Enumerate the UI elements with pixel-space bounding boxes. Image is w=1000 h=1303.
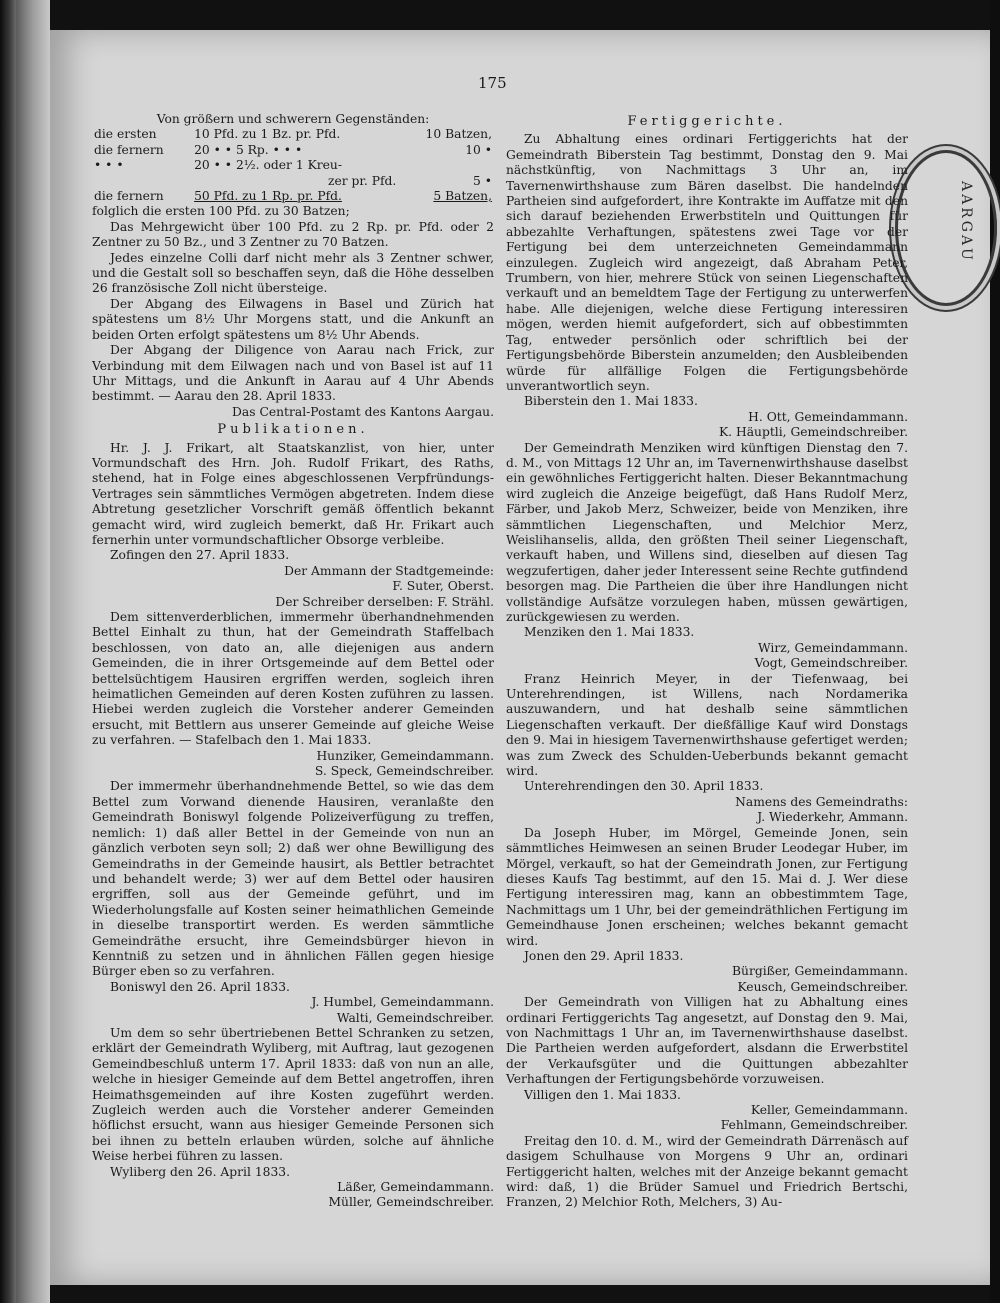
postal-rates-table (92, 127, 494, 204)
signature: Namens des Gemeindraths: (735, 794, 908, 809)
table-cell: 20 • • 2½. oder 1 Kreu- (194, 158, 342, 173)
paragraph: Der Abgang des Eilwagens in Basel und Zürich hat spätestens um 8½ Uhr Morgens statt, und die Ankunft an beiden Orten erfolgt spätestens um 8½ Uhr Abends. (92, 296, 494, 342)
table-row (92, 143, 494, 158)
book-edge-left (0, 0, 16, 1303)
signature: Keller, Gemeindammann. (750, 1103, 908, 1117)
paragraph: Franz Heinrich Meyer, in der Tiefenwaag, bei Unterehrendingen, ist Willens, nach Nordamerika auszuwandern, und hat deshalb seine sämmtlichen Liegenschaften verkauft. Der dießfällige Kauf wird Donstags den 9. Mai in hiesigem Tavernenwirthshause gefertiget werden; was zum Zweck des Schulden-Ueberbunds bekannt gemacht wird. (506, 671, 908, 779)
table-cell: 20 • • 5 Rp. • • • (194, 142, 303, 157)
signature: Bürgißer, Gemeindammann. (732, 964, 908, 979)
signature: Vogt, Gemeindschreiber. (754, 656, 908, 671)
table-cell: 50 Pfd. zu 1 Rp. pr. Pfd. (194, 189, 342, 204)
table-cell: 5 • (473, 173, 492, 188)
table-cell: • • • (94, 158, 124, 173)
signature: Hunziker, Gemeindammann. (316, 748, 494, 763)
paragraph: Der Abgang der Diligence von Aarau nach Frick, zur Verbindung mit dem Eilwagen nach und von Basel ist auf 11 Uhr Mittags, und die Ankunft in Aarau auf 4 Uhr Abends bestimmt. — Aarau den 28. April 1833. (92, 343, 494, 404)
signature: Fehlmann, Gemeindschreiber. (720, 1118, 908, 1133)
signature: H. Ott, Gemeindammann. (748, 409, 908, 424)
signature: Der Ammann der Stadtgemeinde: (284, 563, 494, 578)
postal-rates-intro: Von größern und schwerern Gegenständen: (156, 112, 430, 126)
table-row (92, 127, 494, 142)
table-cell (398, 158, 494, 173)
table-cell: die fernern (94, 142, 164, 157)
paragraph: Das Mehrgewicht über 100 Pfd. zu 2 Rp. pr. Pfd. oder 2 Zentner zu 50 Bz., und 3 Zentner zu 70 Batzen. (92, 219, 494, 250)
dateline: Unterehrendingen den 30. April 1833. (524, 779, 764, 794)
table-row (92, 158, 494, 173)
paragraph: Der Gemeindrath Menziken wird künftigen Dienstag den 7. d. M., von Mittags 12 Uhr an, im Tavernenwirthshause daselbst ein gewöhnliches Fertiggericht halten. Dieser Bekanntmachung wird zugleich die Anzeige beigefügt, daß Hans Rudolf Merz, Färber, und Jakob Merz, Schweizer, beide von Menziken, ihre sämmtlichen Liegenschaften, und Melchior Merz, Weislihanselis, allda, den größten Theil seiner Liegenschaft, verkauft haben, und Willens sind, dieselben auf diesen Tag wegzufertigen, daher jeder Interessent seine Rechte gutfindend besorgen mag. Die Partheien die über ihre Handlungen nicht vollständige Aufsätze vorzulegen haben, müssen gewärtigen, zurückgewiesen zu werden. (506, 440, 908, 624)
section-heading: Fertiggerichte. (627, 114, 787, 129)
paragraph: Jedes einzelne Colli darf nicht mehr als 3 Zentner schwer, und die Gestalt soll so beschaffen seyn, daß die Höhe desselben 26 französische Zoll nicht übersteige. (92, 250, 494, 296)
signature: Walti, Gemeindschreiber. (336, 1010, 494, 1025)
right-column (506, 112, 908, 1211)
table-cell (92, 174, 192, 189)
dateline: Zofingen den 27. April 1833. (110, 548, 290, 563)
paragraph: Dem sittenverderblichen, immermehr überhandnehmenden Bettel Einhalt zu thun, hat der Gemeindrath Staffelbach beschlossen, von dato an, alle diejenigen aus andern Gemeinden, die in ihrer Ortsgemeinde auf dem Bettel oder bettelsüchtigem Hausiren ergriffen werden, sogleich ihren heimatlichen Gemeinden auf deren Kosten zuführen zu lassen. Hiebei werden zugleich die Vorsteher anderer Gemeinden ersucht, mit Bettlern aus unserer Gemeinde auf gleiche Weise zu verfahren. — Stafelbach den 1. Mai 1833. (92, 610, 494, 748)
table-cell: die fernern (94, 189, 164, 204)
paragraph: Der Gemeindrath von Villigen hat zu Abhaltung eines ordinari Fertiggerichts Tag angesetzt, auf Donstag den 9. Mai, von Nachmittags 1 Uhr an, im Tavernenwirthshause daselbst. Die Partheien werden aufgefordert, alsdann die Erwerbstitel der Verkaufsgüter und die Quittungen abbezahlter Verhaftungen der Fertigungsbehörde vorzuweisen. (506, 995, 908, 1087)
paragraph: Hr. J. J. Frikart, alt Staatskanzlist, von hier, unter Vormundschaft des Hrn. Joh. Rudolf Frikart, des Raths, stehend, hat in Folge eines abgeschlossenen Verpfründungs-Vertrages sein sämmtliches Vermögen abgetreten. Indem diese Abtretung gesetzlicher Vorschrift gemäß öffentlich bekannt gemacht wird, wird zugleich bemerkt, daß Hr. Frikart auch fernerhin unter vormundschaftlicher Obsorge verbleibe. (92, 440, 494, 547)
paragraph: Zu Abhaltung eines ordinari Fertiggerichts hat der Gemeindrath Biberstein Tag bestimmt, Donstag den 9. Mai nächstkünftig, von Nachmittags 3 Uhr an, im Tavernenwirthshause zum Bären daselbst. Die handelnden Partheien sind aufgefordert, ihre Kontrakte im Auffatze mit den sich darauf beziehenden Erwerbstiteln und Quittungen für abbezahlte Verhaftungen, spätestens zwei Tage vor der Fertigung bei dem unterzeichneten Gemeindammann einzulegen. Zugleich wird angezeigt, daß Abraham Peter, Trumbern, von hier, mehrere Stück von seinen Liegenschaften verkauft und an bemeldtem Tage der Fertigung zu unterwerfen habe. Alle diejenigen, welche diese Fertigung interessiren mögen, werden hiemit aufgefordert, sich auf obbestimmten Tag, entweder persönlich oder schriftlich bei der Fertigungsbehörde Biberstein anzumelden; den Ausbleibenden würde für allfällige Folgen die Fertigungsbehörde unverantwortlich seyn. (506, 132, 908, 393)
total-line: folglich die ersten 100 Pfd. zu 30 Batzen; (92, 204, 350, 219)
signature: K. Häuptli, Gemeindschreiber. (718, 425, 908, 440)
page-number: 175 (478, 74, 507, 92)
signature: Läßer, Gemeindammann. (337, 1180, 494, 1195)
dateline: Wyliberg den 26. April 1833. (110, 1164, 291, 1179)
signature: Müller, Gemeindschreiber. (328, 1195, 494, 1210)
table-row (92, 174, 494, 189)
signature: J. Humbel, Gemeindammann. (311, 995, 494, 1010)
dateline: Menziken den 1. Mai 1833. (524, 625, 695, 640)
library-stamp (895, 150, 997, 306)
signature: Wirz, Gemeindammann. (757, 640, 908, 655)
dateline: Jonen den 29. April 1833. (524, 948, 684, 963)
left-column (92, 112, 494, 1211)
dateline: Villigen den 1. Mai 1833. (524, 1087, 681, 1102)
table-cell: die ersten (94, 127, 157, 142)
signature: Das Central-Postamt des Kantons Aargau. (232, 404, 494, 419)
signature: J. Wiederkehr, Ammann. (757, 810, 908, 825)
signature: Der Schreiber derselben: F. Strähl. (275, 594, 494, 609)
dateline: Boniswyl den 26. April 1833. (110, 979, 290, 994)
table-cell: 10 Batzen, (425, 127, 492, 142)
table-cell: 10 • (465, 142, 492, 157)
signature: Keusch, Gemeindschreiber. (737, 979, 908, 994)
stamp-text: AARGAU (958, 181, 974, 263)
paragraph: Da Joseph Huber, im Mörgel, Gemeinde Jonen, sein sämmtliches Heimwesen an seinen Bruder Leodegar Huber, im Mörgel, verkauft, so hat der Gemeindrath Jonen, zur Fertigung dieses Kaufs Tag bestimmt, auf den 15. Mai d. J. Wer diese Fertigung interessiren mag, kann an obbestimmtem Tage, Nachmittags um 1 Uhr, bei der gemeindräthlichen Fertigung im Gemeindhause Jonen erscheinen; welches bekannt gemacht wird. (506, 825, 908, 948)
dateline: Biberstein den 1. Mai 1833. (524, 394, 698, 409)
paragraph: Der immermehr überhandnehmende Bettel, so wie das dem Bettel zum Vorwand dienende Hausiren, veranlaßte den Gemeindrath Boniswyl folgende Polizeiverfügung zu treffen, nemlich: 1) daß aller Bettel in der Gemeinde von nun an gänzlich verboten seyn soll; 2) daß wer ohne Bewilligung des Gemeindraths in der Gemeinde hausirt, als Bettler betrachtet und behandelt werde; 3) wer auf dem Bettel oder hausiren ergriffen, soll aus der Gemeinde geführt, und im Wiederholungsfalle auf Kosten seiner heimathlichen Gemeinde in dieselbe transportirt werden. Es werden sämmtliche Gemeindräthe ersucht, ihre Gemeindsbürger hievon in Kenntniß zu setzen und in ähnlichen Fällen gegen hiesige Bürger eben so zu verfahren. (92, 779, 494, 979)
paragraph: Um dem so sehr übertriebenen Bettel Schranken zu setzen, erklärt der Gemeindrath Wyliberg, mit Auftrag, laut gezogenen Gemeindbeschluß unterm 17. April 1833: daß von nun an alle, welche in hiesiger Gemeinde auf dem Bettel angetroffen, ihren Heimathsgemeinden auf ihre Kosten zugeführt werden. Zugleich werden auch die Vorsteher anderer Gemeinden höflichst ersucht, wann aus hiesiger Gemeinde Personen sich bei ihnen zu betteln erlauben würden, solche auf ähnliche Weise herbei führen zu lassen. (92, 1025, 494, 1164)
signature: S. Speck, Gemeindschreiber. (314, 764, 494, 779)
section-heading: Publikationen. (217, 422, 369, 438)
book-gutter (16, 0, 50, 1303)
paragraph: Freitag den 10. d. M., wird der Gemeindrath Därrenäsch auf dasigem Schulhause von Morgens 9 Uhr an, ordinari Fertiggericht halten, welches mit der Anzeige bekannt gemacht wird: daß, 1) die Brüder Samuel und Friedrich Bertschi, Franzen, 2) Melchior Roth, Melchers, 3) Au- (506, 1133, 908, 1210)
table-cell: 10 Pfd. zu 1 Bz. pr. Pfd. (194, 127, 341, 142)
table-cell: 5 Batzen, (433, 189, 492, 204)
table-cell: zer pr. Pfd. (327, 173, 397, 188)
table-row (92, 189, 494, 204)
signature: F. Suter, Oberst. (392, 579, 494, 594)
